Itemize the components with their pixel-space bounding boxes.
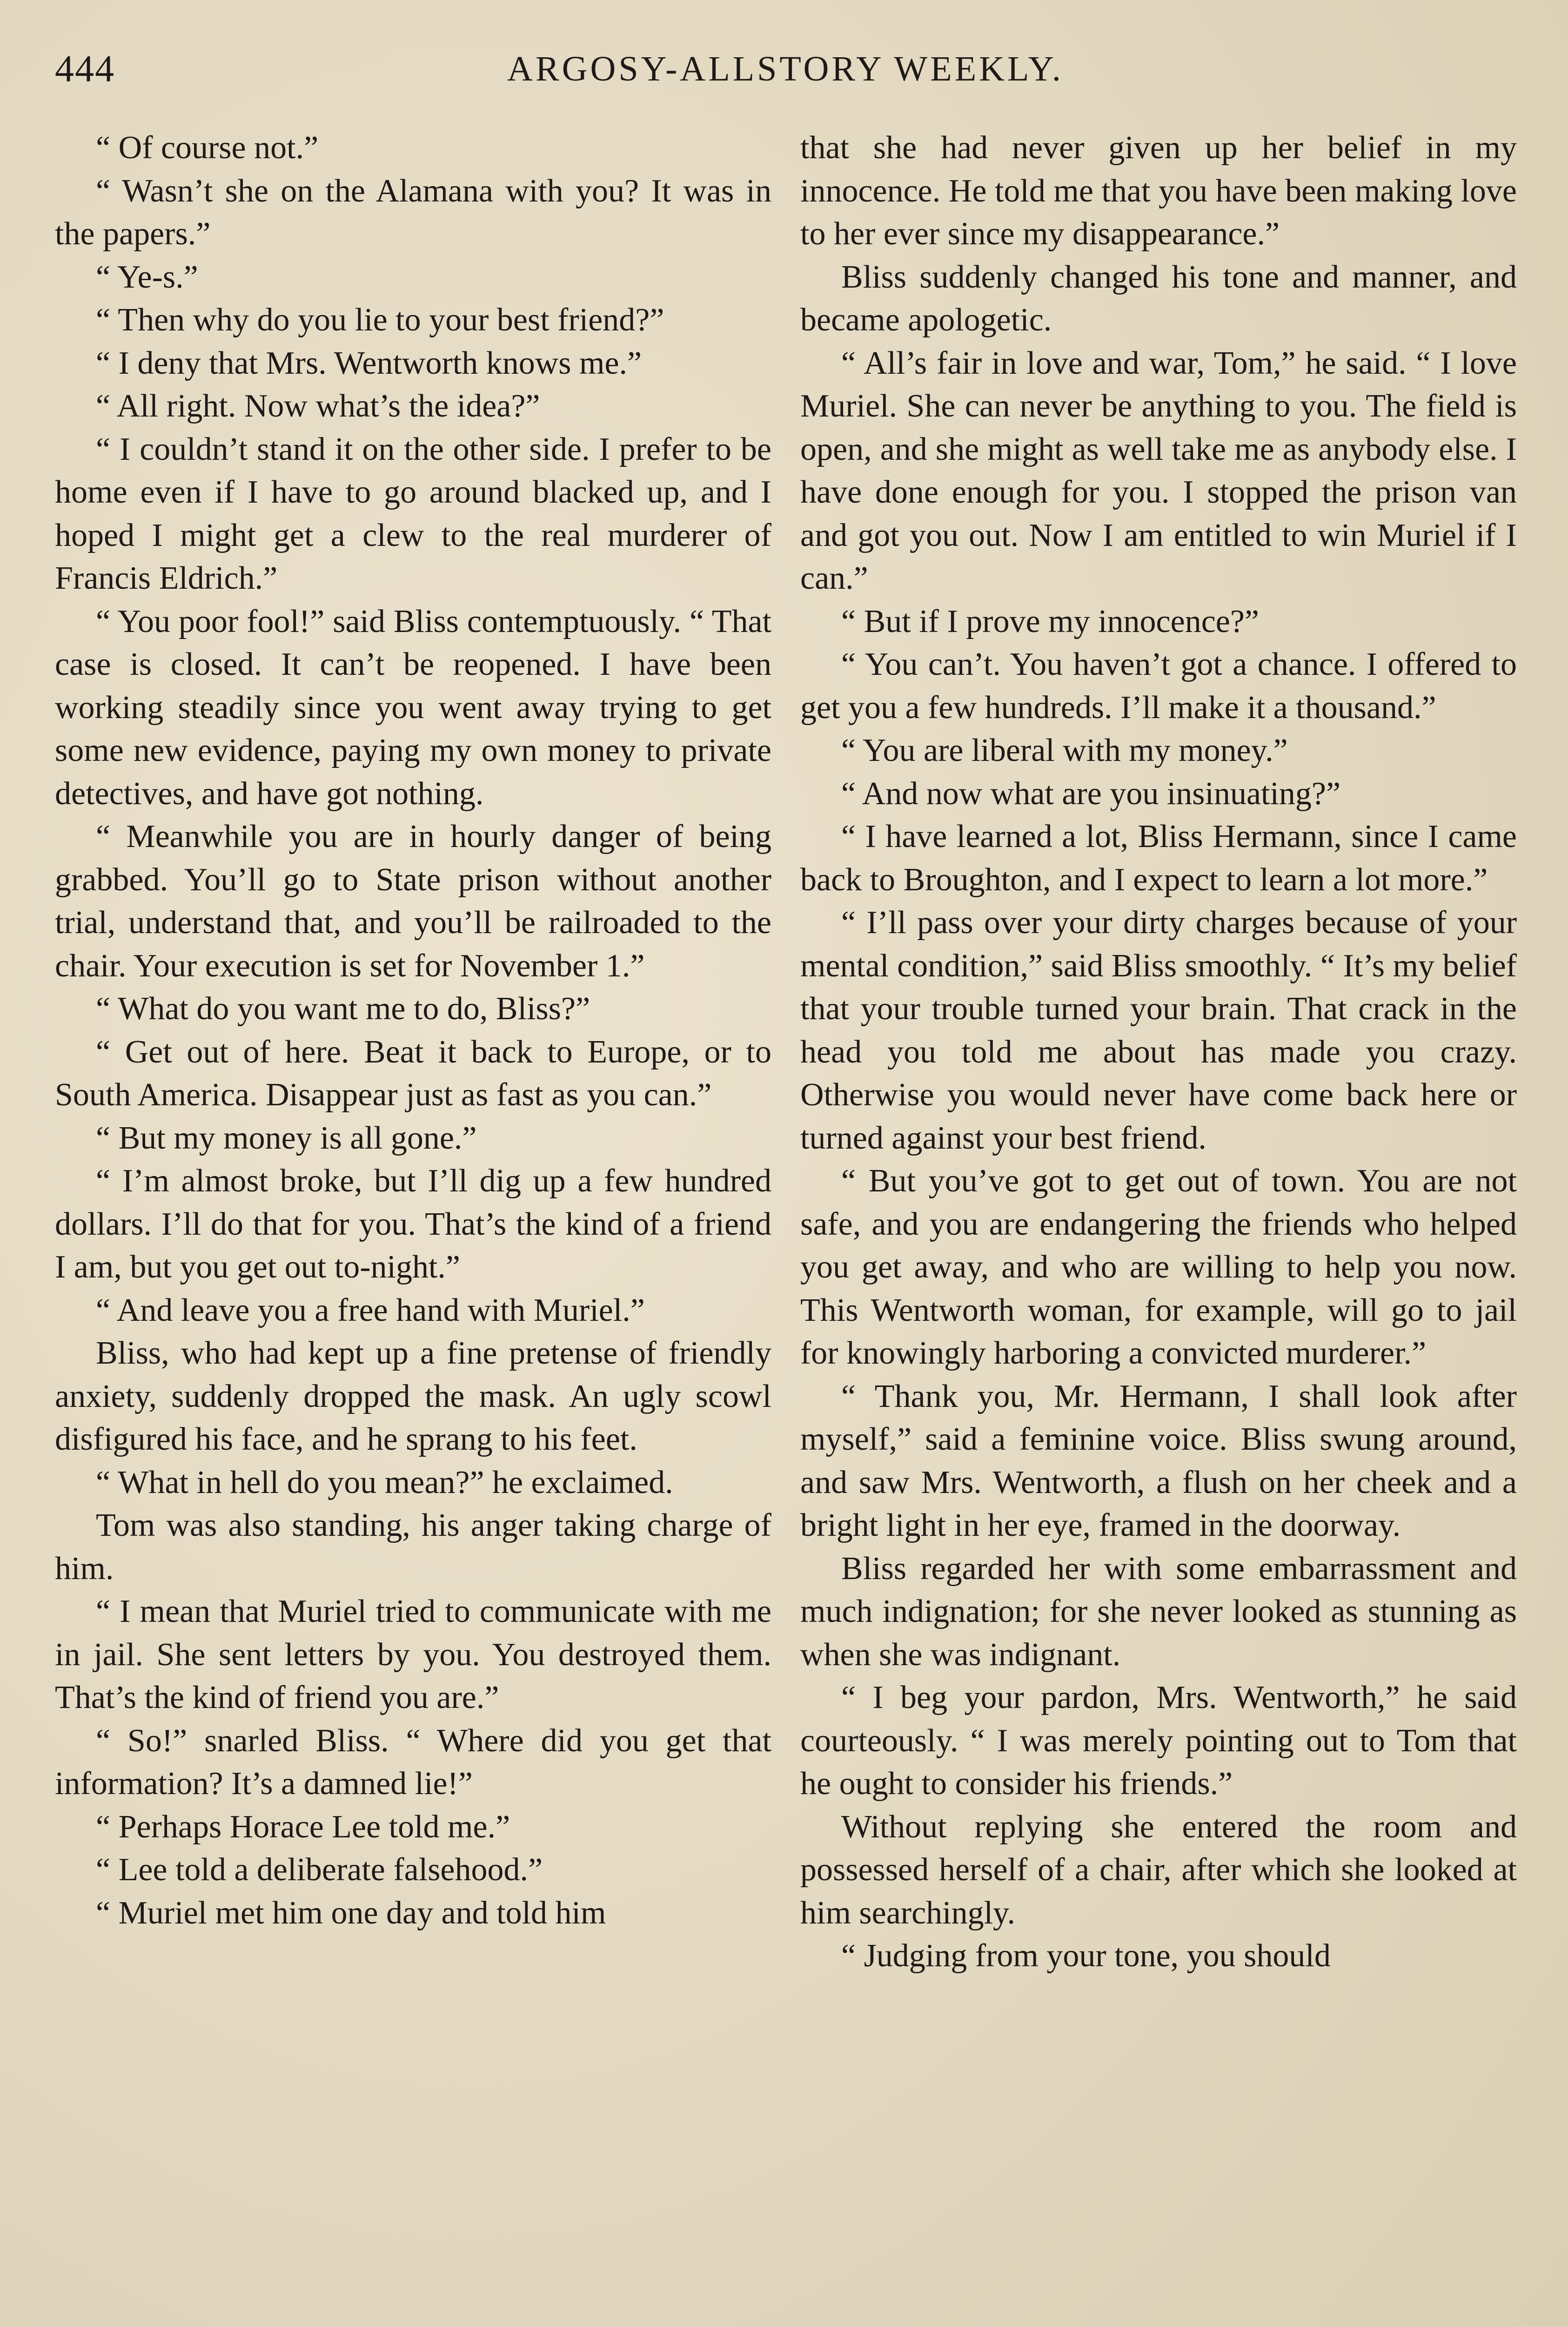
page-header (55, 41, 1516, 97)
page-number: 444 (55, 47, 115, 90)
paragraph: Without replying she entered the room and possessed herself of a chair, after which she looked at him searchingly. (800, 1809, 1517, 1931)
paragraph: “ I’m almost broke, but I’ll dig up a few hundred dollars. I’ll do that for you. That’s the kind of a friend I am, but you get out to-night.” (55, 1163, 771, 1285)
paragraph: “ I deny that Mrs. Wentworth knows me.” (96, 345, 642, 381)
paragraph: “ Then why do you lie to your best friend?” (96, 302, 664, 338)
paragraph: “ You are liberal with my money.” (841, 733, 1288, 768)
paragraph: “ I beg your pardon, Mrs. Wentworth,” he said courteously. “ I was merely pointing out to Tom that he ought to consider his friends.” (800, 1680, 1517, 1802)
paragraph: Bliss regarded her with some embarrassment and much indignation; for she never looked as stunning as when she was indignant. (800, 1550, 1517, 1673)
paragraph: “ So!” snarled Bliss. “ Where did you get that information? It’s a damned lie!” (55, 1722, 771, 1802)
paragraph: Bliss suddenly changed his tone and manner, and became apologetic. (800, 259, 1517, 338)
paragraph: Tom was also standing, his anger taking charge of him. (55, 1507, 771, 1587)
paragraph: “ I couldn’t stand it on the other side. I prefer to be home even if I have to go around blacked up, and I hoped I might get a clew to the real murderer of Francis Eldrich.” (55, 431, 771, 596)
paragraph: “ Of course not.” (96, 130, 319, 166)
left-column (55, 127, 771, 1935)
paragraph: “ Meanwhile you are in hourly danger of being grabbed. You’ll go to State prison without another trial, understand that, and you’ll be railroaded to the chair. Your execution is set for November 1.” (55, 819, 771, 984)
paragraph: “ What in hell do you mean?” he exclaimed. (96, 1464, 673, 1500)
paragraph: “ But you’ve got to get out of town. You are not safe, and you are endangering the friends who helped you get away, and who are willing to help you now. This Wentworth woman, for example, will go to jail for knowingly harboring a convicted murderer.” (800, 1163, 1517, 1371)
paragraph: “ And leave you a free hand with Muriel.” (96, 1292, 645, 1328)
paragraph: “ Perhaps Horace Lee told me.” (96, 1809, 510, 1845)
paragraph: “ Judging from your tone, you should (841, 1938, 1331, 1974)
paragraph: “ I mean that Muriel tried to communicate with me in jail. She sent letters by you. You destroyed them. That’s the kind of friend you are.” (55, 1594, 771, 1715)
paragraph: “ You can’t. You haven’t got a chance. I offered to get you a few hundreds. I’ll make it a thousand.” (800, 646, 1517, 726)
right-column (800, 127, 1517, 1978)
paragraph: “ And now what are you insinuating?” (841, 775, 1341, 812)
paragraph: “ Thank you, Mr. Hermann, I shall look after myself,” said a feminine voice. Bliss swung around, and saw Mrs. Wentworth, a flush on her cheek and a bright light in her eye, framed in the doorway. (800, 1378, 1517, 1543)
paragraph: “ You poor fool!” said Bliss contemptuously. “ That case is closed. It can’t be reopened. I have been working steadily since you went away trying to get some new evidence, paying my own money to private detectives, and have got nothing. (55, 603, 771, 812)
paragraph: “ I have learned a lot, Bliss Hermann, since I came back to Broughton, and I expect to learn a lot more.” (800, 819, 1517, 898)
paragraph: Bliss, who had kept up a fine pretense of friendly anxiety, suddenly dropped the mask. An ugly scowl disfigured his face, and he sprang to his feet. (55, 1335, 771, 1457)
paragraph: “ Wasn’t she on the Alamana with you? It was in the papers.” (55, 173, 771, 252)
paragraph: “ Muriel met him one day and told him (96, 1895, 606, 1931)
paragraph: “ Ye-s.” (96, 259, 198, 295)
paragraph: “ I’ll pass over your dirty charges because of your mental condition,” said Bliss smoothly. “ It’s my belief that your trouble turned your brain. That crack in the head you told me about has made you crazy. Otherwise you would never have come back here or turned against your best friend. (800, 905, 1517, 1156)
paragraph: “ But if I prove my innocence?” (841, 603, 1259, 639)
paragraph: “ But my money is all gone.” (96, 1120, 477, 1156)
paragraph: “ All’s fair in love and war, Tom,” he said. “ I love Muriel. She can never be anything to you. The field is open, and she might as well take me as anybody else. I have done enough for you. I stopped the prison van and got you out. Now I am entitled to win Muriel if I can.” (800, 345, 1517, 596)
paragraph: that she had never given up her belief in my innocence. He told me that you have been making love to her ever since my disappearance.” (800, 130, 1517, 252)
paragraph: “ All right. Now what’s the idea?” (96, 388, 540, 424)
running-title: ARGOSY-ALLSTORY WEEKLY. (507, 49, 1064, 88)
paragraph: “ Get out of here. Beat it back to Europe, or to South America. Disappear just as fast as you can.” (55, 1034, 771, 1113)
paragraph: “ What do you want me to do, Bliss?” (96, 991, 590, 1027)
paragraph: “ Lee told a deliberate falsehood.” (96, 1852, 543, 1888)
